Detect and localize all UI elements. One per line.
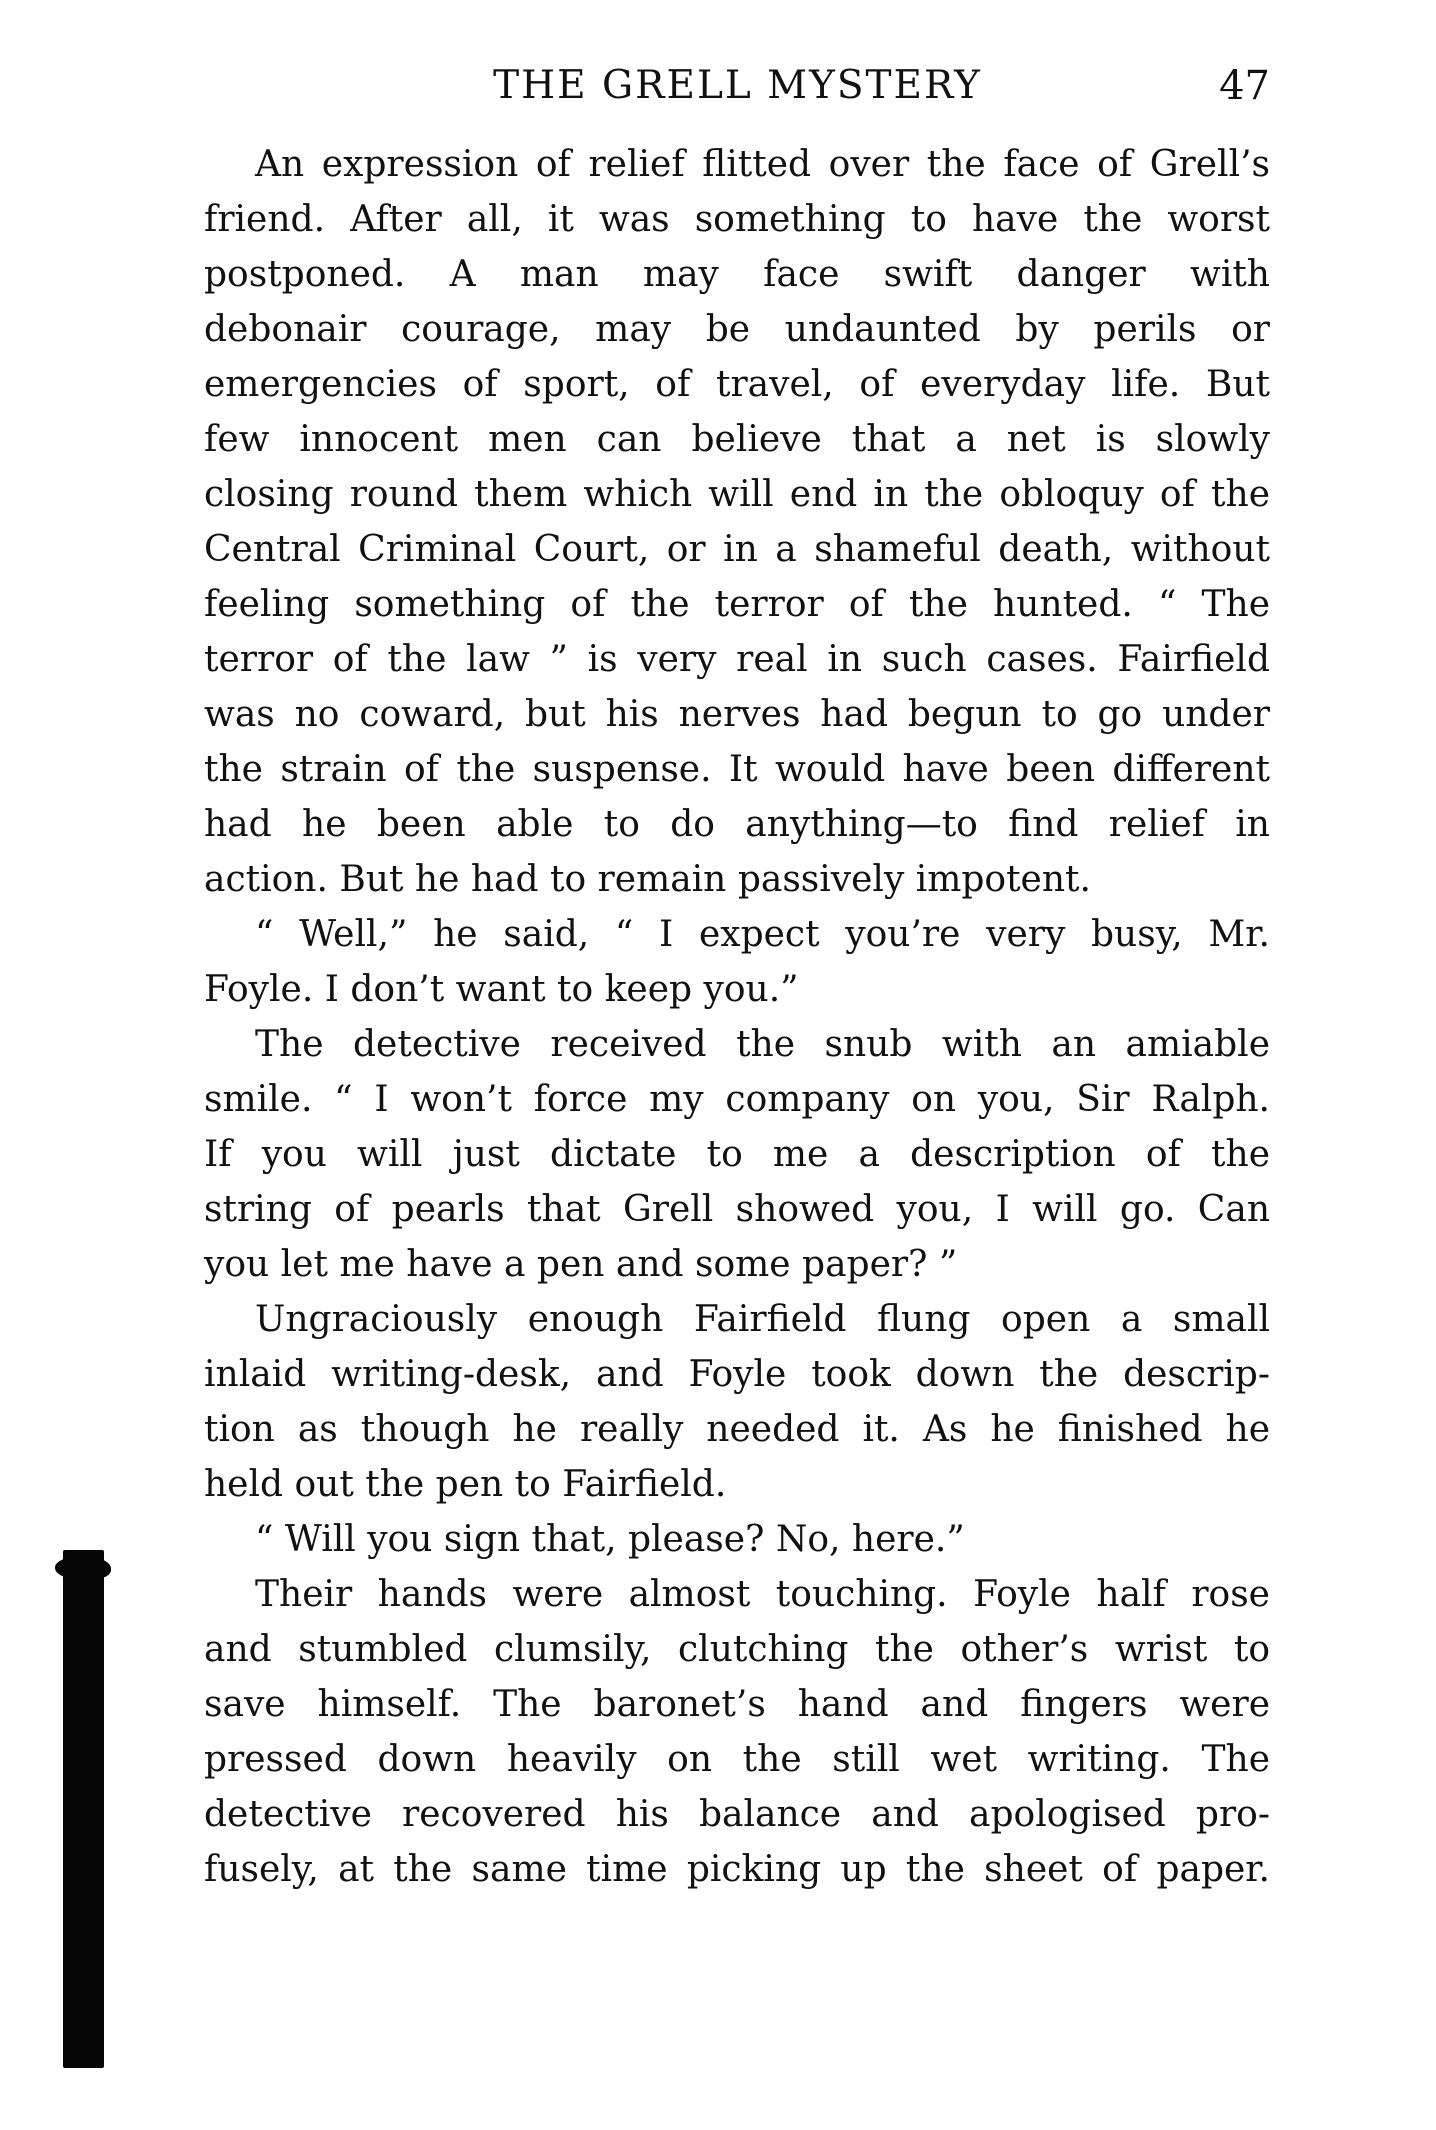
text-line: The detective received the snub with an amiable — [255, 1024, 1270, 1065]
text-line: “ Well,” he said, “ I expect you’re very busy, Mr. — [255, 914, 1270, 955]
text-line: string of pearls that Grell showed you, I will go. Can — [204, 1189, 1270, 1230]
body-text — [204, 137, 1270, 1897]
text-line: you let me have a pen and some paper? ” — [204, 1244, 958, 1285]
text-line: detective recovered his balance and apologised pro- — [204, 1794, 1270, 1835]
running-head — [205, 55, 1270, 117]
page-number: 47 — [1219, 63, 1270, 109]
text-line: held out the pen to Fairfield. — [204, 1464, 727, 1505]
text-line: fusely, at the same time picking up the sheet of paper. — [204, 1849, 1270, 1890]
running-title: THE GRELL MYSTERY — [493, 63, 982, 108]
text-line: had he been able to do anything—to find relief in — [204, 804, 1270, 845]
text-line: the strain of the suspense. It would have been different — [204, 749, 1270, 790]
text-line: If you will just dictate to me a description of the — [204, 1134, 1270, 1175]
text-line: Foyle. I don’t want to keep you.” — [204, 969, 799, 1010]
text-line: closing round them which will end in the obloquy of the — [204, 474, 1270, 515]
text-line: action. But he had to remain passively impotent. — [204, 859, 1091, 900]
text-line: friend. After all, it was something to have the worst — [204, 199, 1270, 240]
text-line: Their hands were almost touching. Foyle half rose — [255, 1574, 1270, 1615]
text-line: Central Criminal Court, or in a shameful death, without — [204, 529, 1270, 570]
text-line: feeling something of the terror of the hunted. “ The — [204, 584, 1270, 625]
text-line: and stumbled clumsily, clutching the other’s wrist to — [204, 1629, 1270, 1670]
text-line: pressed down heavily on the still wet writing. The — [204, 1739, 1270, 1780]
text-line: emergencies of sport, of travel, of everyday life. But — [204, 364, 1270, 405]
binding-shadow — [63, 1550, 104, 2068]
text-line: terror of the law ” is very real in such cases. Fairfield — [204, 639, 1270, 680]
text-line: An expression of relief flitted over the face of Grell’s — [255, 144, 1270, 185]
text-line: “ Will you sign that, please? No, here.” — [255, 1519, 965, 1560]
text-line: was no coward, but his nerves had begun to go under — [204, 694, 1270, 735]
text-line: Ungraciously enough Fairfield flung open a small — [255, 1299, 1270, 1340]
text-line: debonair courage, may be undaunted by perils or — [204, 309, 1270, 350]
text-line: save himself. The baronet’s hand and fingers were — [204, 1684, 1270, 1725]
text-line: tion as though he really needed it. As he finished he — [204, 1409, 1270, 1450]
text-line: inlaid writing-desk, and Foyle took down the descrip- — [204, 1354, 1270, 1395]
text-line: smile. “ I won’t force my company on you, Sir Ralph. — [204, 1079, 1270, 1120]
text-line: postponed. A man may face swift danger with — [204, 254, 1270, 295]
text-line: few innocent men can believe that a net is slowly — [204, 419, 1270, 460]
